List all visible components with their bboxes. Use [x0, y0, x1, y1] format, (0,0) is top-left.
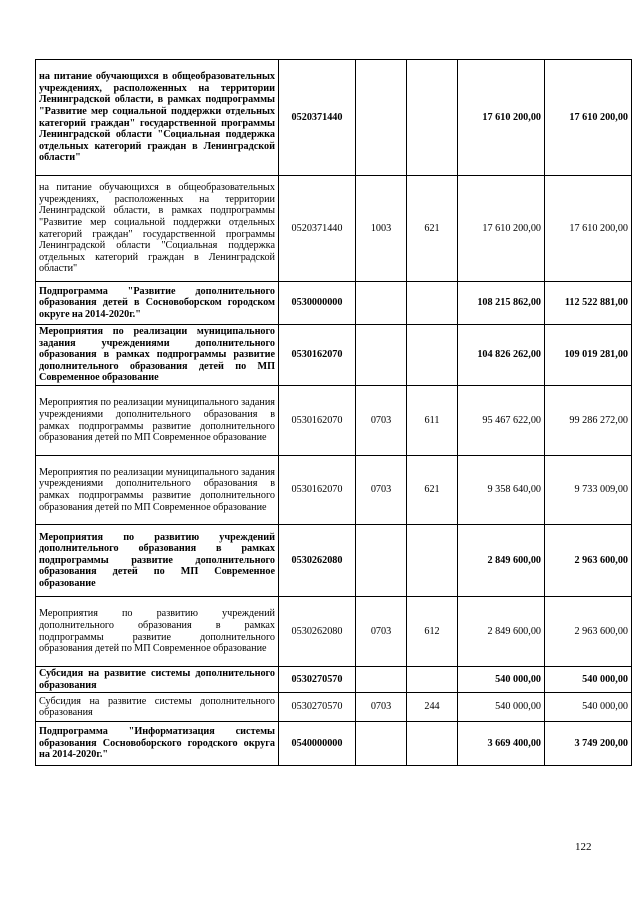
row-code: 0540000000: [279, 722, 356, 766]
page-number: 122: [575, 841, 592, 853]
row-name: Субсидия на развитие системы дополнительного образования: [36, 693, 279, 722]
row-amount-year1: 2 849 600,00: [458, 525, 545, 597]
row-name: на питание обучающихся в общеобразовательных учреждениях, расположенных на территории Ленинградской области, в рамках подпрограммы "Развитие мер социальной поддержки отдельных категорий граждан" государственной программы Ленинградской области "Социальная поддержка отдельных категорий граждан в Ленинградской области": [36, 60, 279, 176]
row-expense-type: [407, 722, 458, 766]
row-amount-year2: 99 286 272,00: [545, 386, 632, 456]
row-name: на питание обучающихся в общеобразовательных учреждениях, расположенных на территории Ленинградской области, в рамках подпрограммы "Развитие мер социальной поддержки отдельных категорий граждан" государственной программы Ленинградской области "Социальная поддержка отдельных категорий граждан в Ленинградской области": [36, 176, 279, 282]
row-code: 0530162070: [279, 456, 356, 525]
row-name: Мероприятия по развитию учреждений дополнительного образования в рамках подпрограммы развитие дополнительного образования детей по МП Современное образование: [36, 525, 279, 597]
row-amount-year1: 540 000,00: [458, 667, 545, 693]
row-amount-year1: 9 358 640,00: [458, 456, 545, 525]
row-section: [356, 667, 407, 693]
row-name: Подпрограмма "Информатизация системы образования Сосновоборского городского округа на 2014-2020г.": [36, 722, 279, 766]
row-name: Мероприятия по реализации муниципального задания учреждениями дополнительного образования в рамках подпрограммы развитие дополнительного образования детей по МП Современное образование: [36, 386, 279, 456]
row-expense-type: [407, 60, 458, 176]
table-row: [36, 597, 632, 667]
table-row: [36, 325, 632, 386]
row-code: 0530000000: [279, 282, 356, 325]
row-expense-type: 244: [407, 693, 458, 722]
row-code: 0520371440: [279, 60, 356, 176]
document-page: [35, 59, 628, 766]
row-section: [356, 525, 407, 597]
row-amount-year2: 540 000,00: [545, 693, 632, 722]
row-name: Субсидия на развитие системы дополнительного образования: [36, 667, 279, 693]
row-section: [356, 282, 407, 325]
row-amount-year2: 3 749 200,00: [545, 722, 632, 766]
row-amount-year1: 104 826 262,00: [458, 325, 545, 386]
row-section: [356, 60, 407, 176]
table-row: [36, 722, 632, 766]
row-code: 0530262080: [279, 525, 356, 597]
row-code: 0530162070: [279, 386, 356, 456]
table-row: [36, 693, 632, 722]
row-expense-type: [407, 282, 458, 325]
row-amount-year1: 540 000,00: [458, 693, 545, 722]
row-amount-year2: 2 963 600,00: [545, 597, 632, 667]
row-expense-type: 611: [407, 386, 458, 456]
row-expense-type: 612: [407, 597, 458, 667]
row-amount-year2: 17 610 200,00: [545, 60, 632, 176]
row-amount-year1: 3 669 400,00: [458, 722, 545, 766]
row-amount-year2: 17 610 200,00: [545, 176, 632, 282]
row-name: Подпрограмма "Развитие дополнительного образования детей в Сосновоборском городском округе на 2014-2020г.": [36, 282, 279, 325]
table-row: [36, 176, 632, 282]
row-amount-year1: 2 849 600,00: [458, 597, 545, 667]
row-code: 0530270570: [279, 693, 356, 722]
row-section: 0703: [356, 456, 407, 525]
row-expense-type: [407, 667, 458, 693]
row-expense-type: [407, 325, 458, 386]
row-code: 0530262080: [279, 597, 356, 667]
row-name: Мероприятия по реализации муниципального задания учреждениями дополнительного образования в рамках подпрограммы развитие дополнительного образования детей по МП Современное образование: [36, 456, 279, 525]
row-amount-year1: 95 467 622,00: [458, 386, 545, 456]
row-expense-type: 621: [407, 176, 458, 282]
row-amount-year1: 17 610 200,00: [458, 60, 545, 176]
row-section: 0703: [356, 386, 407, 456]
table-row: [36, 525, 632, 597]
row-section: 0703: [356, 597, 407, 667]
table-row: [36, 456, 632, 525]
row-amount-year2: 109 019 281,00: [545, 325, 632, 386]
row-section: 1003: [356, 176, 407, 282]
table-row: [36, 282, 632, 325]
table-row: [36, 667, 632, 693]
row-code: 0520371440: [279, 176, 356, 282]
row-expense-type: [407, 525, 458, 597]
row-name: Мероприятия по развитию учреждений дополнительного образования в рамках подпрограммы развитие дополнительного образования детей по МП Современное образование: [36, 597, 279, 667]
row-amount-year2: 112 522 881,00: [545, 282, 632, 325]
row-code: 0530162070: [279, 325, 356, 386]
row-section: [356, 325, 407, 386]
row-amount-year2: 540 000,00: [545, 667, 632, 693]
row-name: Мероприятия по реализации муниципального задания учреждениями дополнительного образования в рамках подпрограммы развитие дополнительного образования детей по МП Современное образование: [36, 325, 279, 386]
row-amount-year1: 17 610 200,00: [458, 176, 545, 282]
row-amount-year1: 108 215 862,00: [458, 282, 545, 325]
table-row: [36, 386, 632, 456]
row-amount-year2: 9 733 009,00: [545, 456, 632, 525]
budget-table: [35, 59, 632, 766]
row-code: 0530270570: [279, 667, 356, 693]
row-expense-type: 621: [407, 456, 458, 525]
table-row: [36, 60, 632, 176]
row-amount-year2: 2 963 600,00: [545, 525, 632, 597]
row-section: 0703: [356, 693, 407, 722]
row-section: [356, 722, 407, 766]
